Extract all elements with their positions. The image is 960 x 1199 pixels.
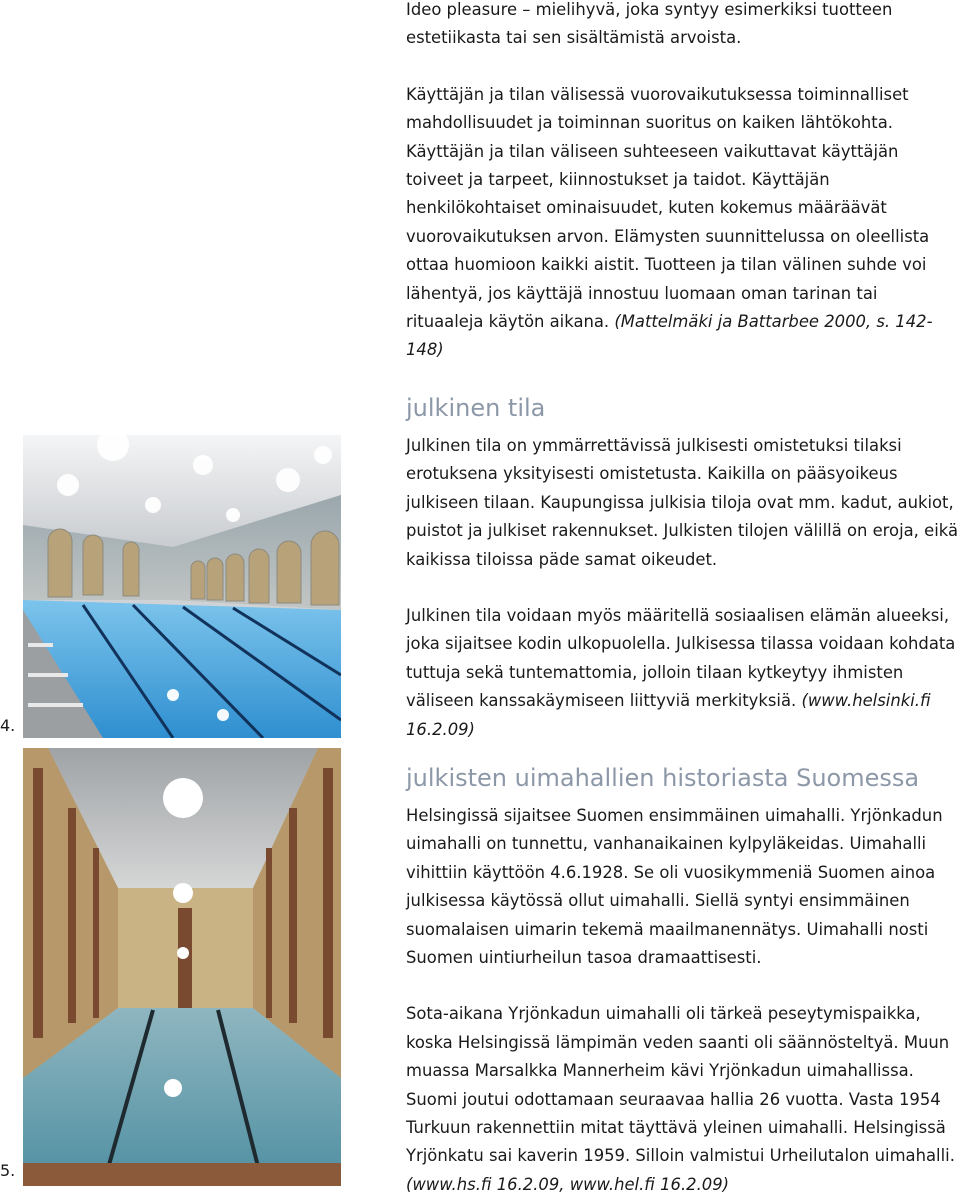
section1-paragraph-2 — [406, 602, 958, 744]
intro-paragraph-2 — [406, 81, 958, 365]
section2-paragraph-2 — [406, 1000, 958, 1199]
section1-paragraph-1: Julkinen tila on ymmärrettävissä julkisesti omistetuksi tilaksi erotuksena yksityisesti omistetusta. Kaikilla on pääsyoikeus julkiseen tilaan. Kaupungissa julkisia tiloja ovat mm. kadut, aukiot, puistot ja julkiset rakennukset. Julkisten tilojen välillä on eroja, eikä kaikissa tiloissa päde samat oikeudet. — [406, 436, 958, 569]
pool-hall-illustration — [23, 435, 341, 738]
section2-paragraph-2-text: Sota-aikana Yrjönkadun uimahalli oli tärkeä peseytymispaikka, koska Helsingissä lämpimän veden saanti oli säännösteltyä. Muun muassa Marsalkka Mannerheim kävi Yrjönkadun uimahallissa. Suomi joutui odottamaan seuraavaa hallia 26 vuotta. Vasta 1954 Turkuun rakennettiin mitat täyttävä yleinen uimahalli. Helsingissä Yrjönkatu sai kaverin 1959. Silloin valmistui Urheilutalon uimahalli. — [406, 1004, 955, 1166]
intro-text-block — [406, 0, 958, 365]
intro-paragraph-1: Ideo pleasure – mielihyvä, joka syntyy esimerkiksi tuotteen estetiikasta tai sen sisältämistä arvoista. — [406, 0, 893, 48]
section1-paragraph-2-text: Julkinen tila voidaan myös määritellä sosiaalisen elämän alueeksi, joka sijaitsee kodin ulkopuolella. Julkisessa tilassa voidaan kohdata tuttuja sekä tuntemattomia, jolloin tilaan kytkeytyy ihmisten väliseen kanssakäymiseen liittyviä merkityksiä. — [406, 606, 956, 711]
section2-citation: (www.hs.fi 16.2.09, www.hel.fi 16.2.09) — [406, 1174, 730, 1194]
figure-4-label: 4. — [0, 716, 16, 735]
intro-paragraph-2-text: Käyttäjän ja tilan välisessä vuorovaikutuksessa toiminnalliset mahdollisuudet ja toiminnan suoritus on kaiken lähtökohta. Käyttäjän ja tilan väliseen suhteeseen vaikuttavat käyttäjän toiveet ja tarpeet, kiinnostukset ja taidot. Käyttäjän henkilökohtaiset ominaisuudet, kuten kokemus määräävät vuorovaikutuksen arvon. Elämysten suunnittelussa on oleellista ottaa huomioon kaikki aistit. Tuotteen ja tilan välinen suhde voi lähentyä, jos käyttäjä innostuu luomaan oman tarinan tai rituaaleja käytön aikana. — [406, 84, 930, 332]
figure-4-pool-photo — [23, 435, 341, 738]
figure-5-pool-photo — [23, 748, 341, 1186]
section-heading-uimahallien-historia: julkisten uimahallien historiasta Suomessa — [406, 764, 920, 792]
tiled-pool-illustration — [23, 748, 341, 1186]
section1-citation: (www.helsinki.fi 16.2.09) — [406, 691, 931, 739]
section1-text-block — [406, 432, 958, 744]
figure-5-label: 5. — [0, 1161, 16, 1180]
section2-paragraph-1: Helsingissä sijaitsee Suomen ensimmäinen uimahalli. Yrjönkadun uimahalli on tunnettu, vanhanaikainen kylpyläkeidas. Uimahalli vihittiin käyttöön 4.6.1928. Se oli vuosikymmeniä Suomen ainoa julkisessa käytössä ollut uimahalli. Siellä syntyi ensimmäinen suomalaisen uimarin tekemä maailmanennätys. Uimahalli nosti Suomen uintiurheilun tasoa dramaattisesti. — [406, 806, 943, 968]
section2-text-block — [406, 802, 958, 1199]
section-heading-julkinen-tila: julkinen tila — [406, 394, 546, 422]
intro-citation: (Mattelmäki ja Battarbee 2000, s. 142-148) — [406, 312, 933, 360]
